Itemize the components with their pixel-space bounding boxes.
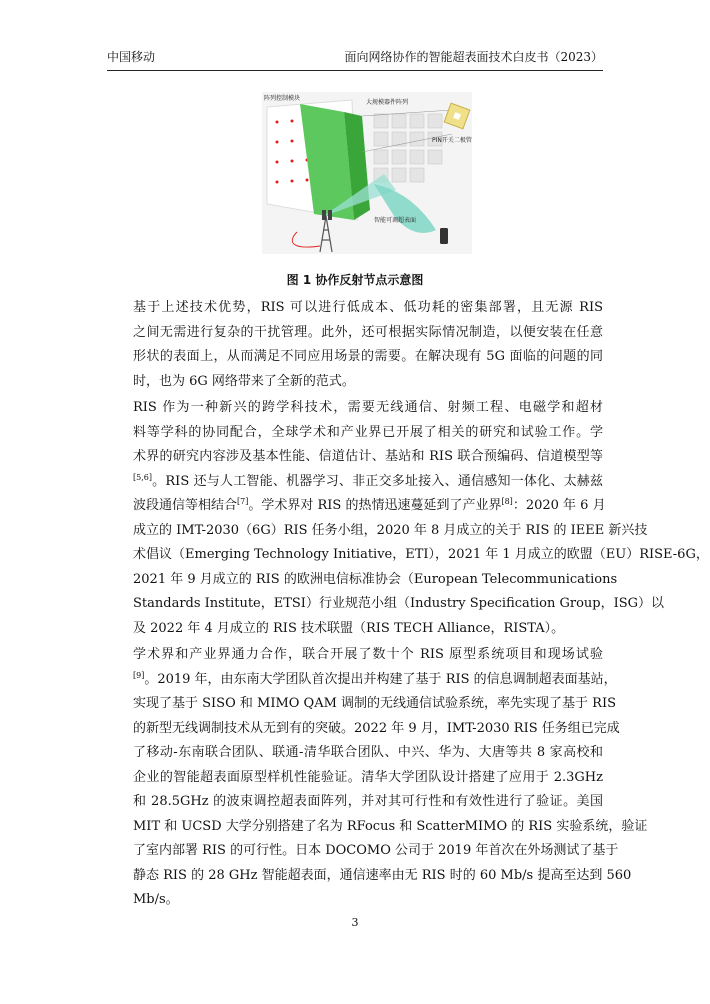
text-line: Mb/s。 bbox=[133, 892, 179, 907]
text-line: 实现了基于 SISO 和 MIMO QAM 调制的无线通信试验系统，率先实现了基于 RIS bbox=[133, 696, 616, 711]
text-line: 时，也为 6G 网络带来了全新的范式。 bbox=[133, 373, 355, 389]
text-line: 了室内部署 RIS 的可行性。日本 DOCOMO 公司于 2019 年首次在外场测试了基于 bbox=[133, 843, 619, 858]
figure-caption: 图 1 协作反射节点示意图 bbox=[286, 273, 424, 287]
unit-cell-array bbox=[374, 114, 442, 182]
figure-ris-node bbox=[262, 92, 472, 254]
label-pin: PIN开关二极管 bbox=[432, 137, 472, 144]
reflected-beam bbox=[374, 184, 436, 233]
text-line: 术倡议（Emerging Technology Initiative，ETI），2021 年 1 月成立的欧盟（EU）RISE-6G， bbox=[133, 547, 709, 562]
text-line: Standards Institute，ETSI）行业规范小组（Industry Specification Group，ISG）以 bbox=[133, 596, 665, 611]
control-cable bbox=[292, 232, 320, 247]
text-line: 波段通信等相结合[7]。学术界对 RIS 的热情迅速蔓延到了产业界[8]：2020 年 6 月 bbox=[133, 497, 606, 513]
antenna-right bbox=[328, 210, 332, 220]
text-line: 基于上述技术优势，RIS 可以进行低成本、低功耗的密集部署，且无源 RIS bbox=[133, 300, 603, 315]
text-line: 了移动-东南联合团队、联通-清华联合团队、中兴、华为、大唐等共 8 家高校和 bbox=[133, 745, 603, 760]
paragraph bbox=[107, 396, 709, 641]
citation: [7] bbox=[237, 497, 249, 506]
label-unit-array: 大规模器件阵列 bbox=[366, 99, 409, 106]
ris-illustration bbox=[262, 92, 472, 254]
text-line: MIT 和 UCSD 大学分别搭建了名为 RFocus 和 ScatterMIMO 的 RIS 实验系统，验证 bbox=[133, 818, 648, 834]
text-line: 的新型无线调制技术从无到有的突破。2022 年 9 月，IMT-2030 RIS 任务组已完成 bbox=[133, 720, 620, 736]
text-line: 企业的智能超表面原型样机性能验证。清华大学团队设计搭建了应用于 2.3GHz bbox=[133, 769, 603, 785]
text-line: 料等学科的协同配合，全球学术和产业界已开展了相关的研究和试验工作。学 bbox=[133, 424, 603, 440]
citation: [9] bbox=[133, 670, 145, 680]
text-line: 2021 年 9 月成立的 RIS 的欧洲电信标准协会（European Telecommunications bbox=[133, 571, 618, 587]
text-line: 和 28.5GHz 的波束调控超表面阵列，并对其可行性和有效性进行了验证。美国 bbox=[133, 794, 603, 809]
text-line: 成立的 IMT-2030（6G）RIS 任务小组，2020 年 8 月成立的关于 RIS 的 IEEE 新兴技 bbox=[133, 522, 648, 538]
phone-icon bbox=[440, 228, 448, 244]
text-line: 及 2022 年 4 月成立的 RIS 技术联盟（RIS TECH Alliance，RISTA）。 bbox=[133, 620, 565, 636]
citation: [8] bbox=[501, 497, 513, 506]
text-line: [5,6]。RIS 还与人工智能、机器学习、非正交多址接入、通信感知一体化、太赫兹 bbox=[133, 472, 603, 489]
paragraph bbox=[107, 296, 603, 394]
citation: [5,6] bbox=[133, 472, 152, 482]
text-line: 形状的表面上，从而满足不同应用场景的需要。在解决现有 5G 面临的问题的同 bbox=[133, 349, 603, 364]
header-org: 中国移动 bbox=[107, 50, 156, 64]
text-line: 静态 RIS 的 28 GHz 智能超表面，通信速率由无 RIS 时的 60 Mb/s 提高至达到 560 bbox=[133, 867, 632, 883]
text-line: RIS 作为一种新兴的跨学科技术，需要无线通信、射频工程、电磁学和超材 bbox=[133, 400, 603, 415]
text-line: [9]。2019 年，由东南大学团队首次提出并构建了基于 RIS 的信息调制超表面基站， bbox=[133, 670, 617, 687]
page-number: 3 bbox=[351, 916, 359, 929]
text-line: 术界的研究内容涉及基本性能、信道估计、基站和 RIS 联合预编码、信道模型等 bbox=[133, 449, 603, 464]
header-doc-title: 面向网络协作的智能超表面技术白皮书（2023） bbox=[344, 50, 603, 64]
page-header bbox=[107, 48, 603, 71]
label-array-control: 阵列控制模块 bbox=[264, 95, 301, 102]
antenna-left bbox=[322, 210, 326, 220]
label-ris-surface: 智能可调超表面 bbox=[374, 217, 417, 224]
text-line: 之间无需进行复杂的干扰管理。此外，还可根据实际情况制造，以便安装在任意 bbox=[133, 324, 603, 340]
body-text bbox=[107, 296, 709, 915]
paragraph bbox=[107, 643, 648, 913]
text-line: 学术界和产业界通力合作，联合开展了数十个 RIS 原型系统项目和现场试验 bbox=[133, 647, 603, 662]
base-station-icon bbox=[320, 216, 332, 252]
